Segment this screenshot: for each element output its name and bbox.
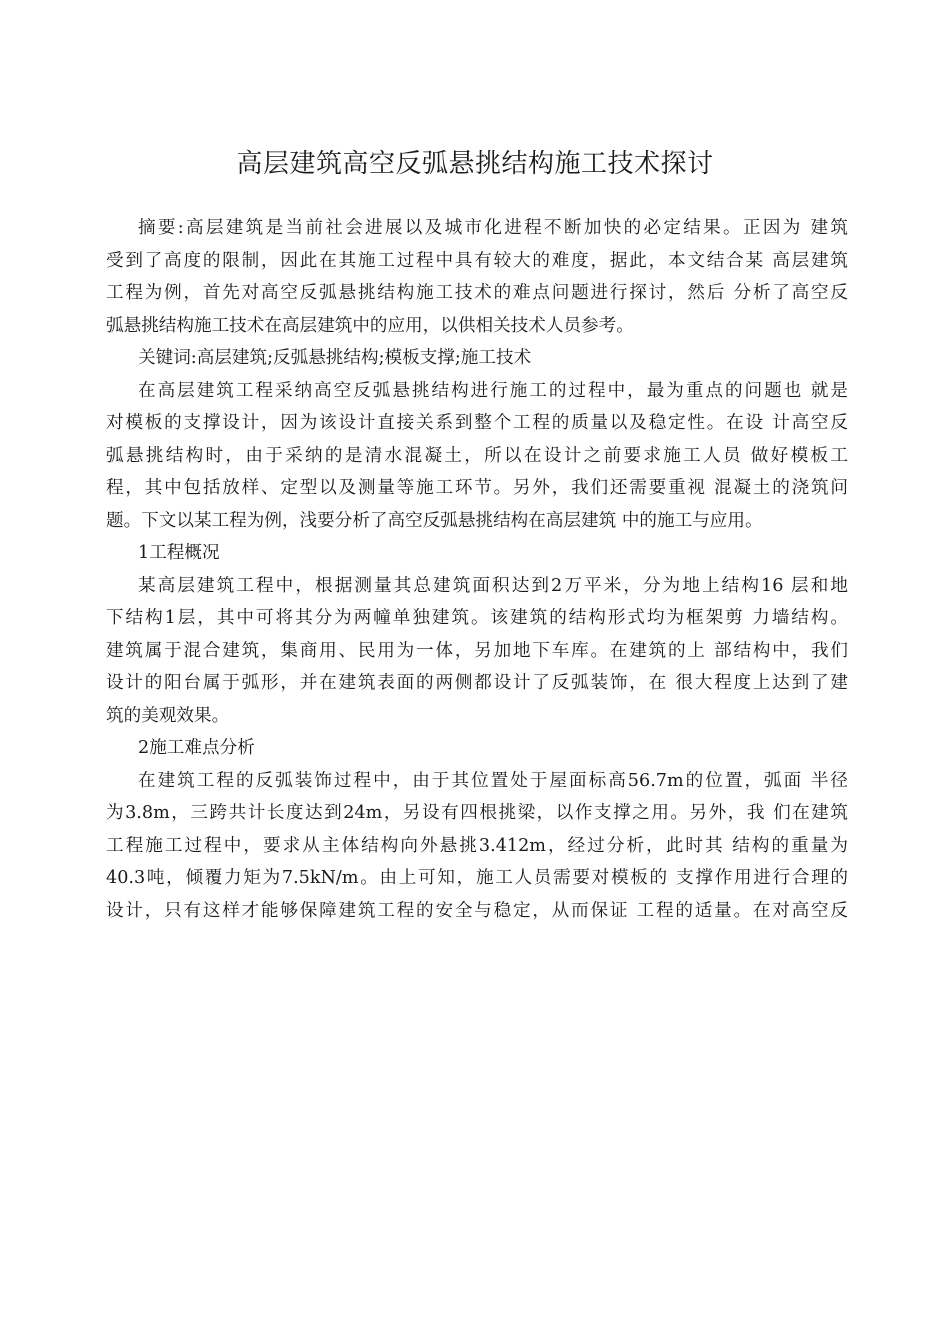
section-2-line: 工程施工过程中，要求从主体结构向外悬挑3.412m，经过分析，此时其 结构的重量为 (106, 835, 848, 856)
section-1-line: 筑的美观效果。 (106, 705, 230, 726)
section-2-line: 设计，只有这样才能够保障建筑工程的安全与稳定，从而保证 工程的适量。在对高空反 (106, 900, 848, 921)
intro-paragraph (106, 375, 848, 538)
section-1 (106, 537, 848, 732)
keywords-paragraph (106, 342, 848, 375)
section-2-line: 40.3吨，倾覆力矩为7.5kN/m。由上可知，施工人员需要对模板的 支撑作用进行合理的 (106, 868, 848, 888)
abstract-line: 弧悬挑结构施工技术在高层建筑中的应用，以供相关技术人员参考。 (106, 315, 634, 336)
section-1-line: 下结构1层，其中可将其分为两幢单独建筑。该建筑的结构形式均为框架剪 力墙结构。 (106, 608, 848, 628)
intro-line: 在高层建筑工程采纳高空反弧悬挑结构进行施工的过程中，最为重点的问题也 就是 (138, 380, 848, 401)
abstract-line: 摘要:高层建筑是当前社会进展以及城市化进程不断加快的必定结果。正因为 建筑 (138, 218, 848, 238)
keywords-line: 关键词:高层建筑;反弧悬挑结构;模板支撑;施工技术 (138, 348, 532, 368)
intro-line: 弧悬挑结构时，由于采纳的是清水混凝土，所以在设计之前要求施工人员 做好模板工 (106, 445, 848, 466)
document-body (106, 212, 848, 927)
document-title: 高层建筑高空反弧悬挑结构施工技术探讨 (236, 149, 714, 179)
abstract-line: 工程为例，首先对高空反弧悬挑结构施工技术的难点问题进行探讨，然后 分析了高空反 (106, 283, 848, 303)
abstract-paragraph (106, 212, 848, 342)
section-1-line: 设计的阳台属于弧形，并在建筑表面的两侧都设计了反弧装饰，在 很大程度上达到了建 (106, 673, 848, 693)
section-heading: 1工程概况 (138, 543, 220, 563)
section-1-line: 某高层建筑工程中，根据测量其总建筑面积达到2万平米，分为地上结构16 层和地 (138, 575, 848, 596)
intro-line: 题。下文以某工程为例，浅要分析了高空反弧悬挑结构在高层建筑 中的施工与应用。 (106, 510, 763, 531)
intro-line: 对模板的支撑设计，因为该设计直接关系到整个工程的质量以及稳定性。在设 计高空反 (106, 413, 848, 433)
section-heading: 2施工难点分析 (138, 738, 255, 758)
section-2-line: 在建筑工程的反弧装饰过程中，由于其位置处于屋面标高56.7m的位置，弧面 半径 (138, 770, 848, 791)
section-2-line: 为3.8m，三跨共计长度达到24m，另设有四根挑梁，以作支撑之用。另外，我 们在建筑 (106, 803, 848, 823)
abstract-line: 受到了高度的限制，因此在其施工过程中具有较大的难度，据此，本文结合某 高层建筑 (106, 250, 848, 271)
section-1-line: 建筑属于混合建筑，集商用、民用为一体，另加地下车库。在建筑的上 部结构中，我们 (106, 640, 848, 661)
intro-line: 程，其中包括放样、定型以及测量等施工环节。另外，我们还需要重视 混凝土的浇筑问 (106, 478, 848, 498)
section-2 (106, 732, 848, 927)
